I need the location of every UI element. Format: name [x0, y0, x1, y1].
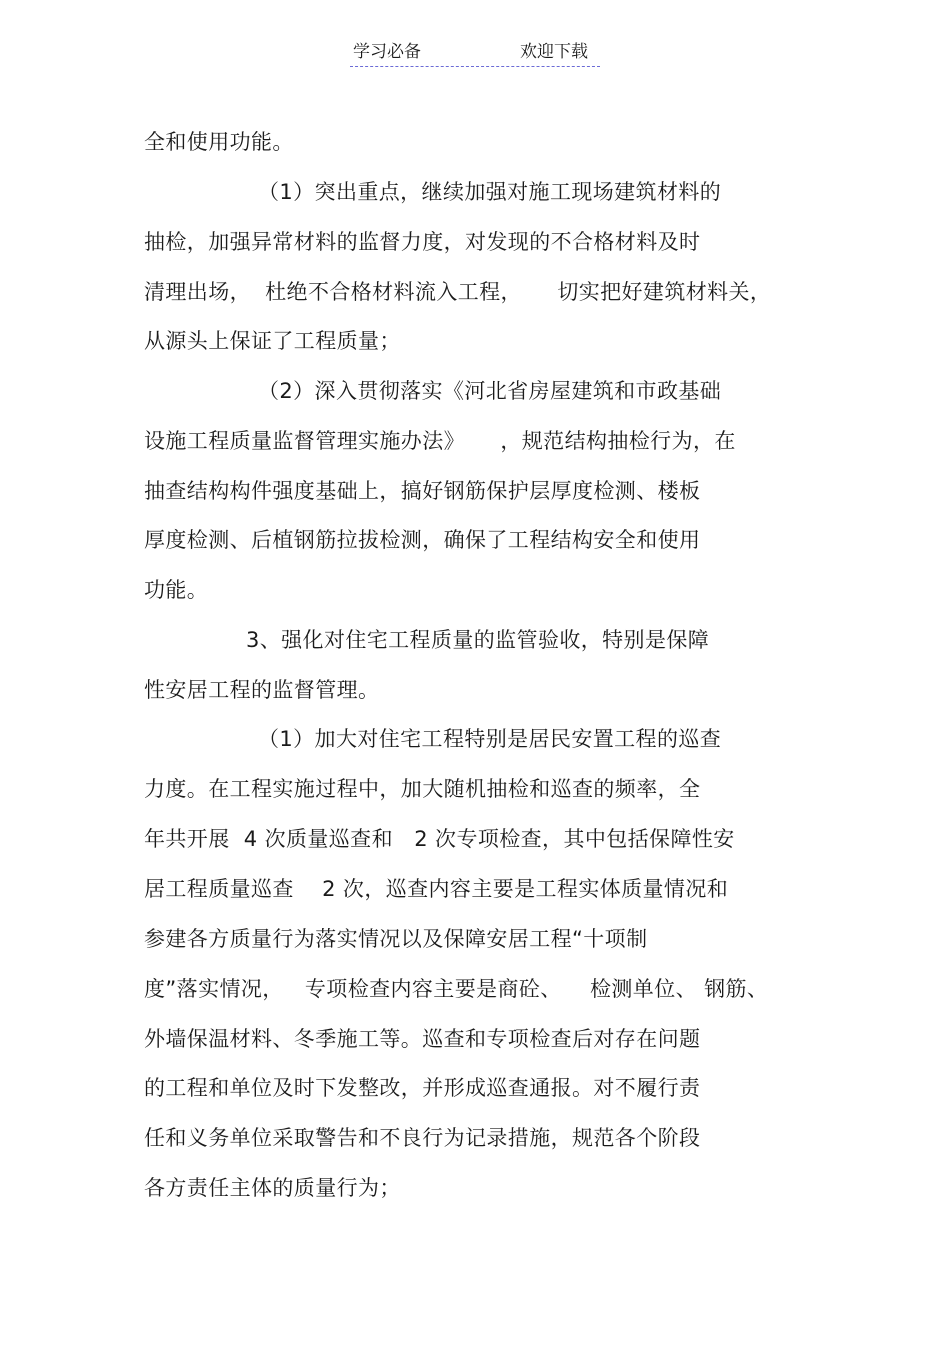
text-line: 年共开展 4 次质量巡查和 2 次专项检查，其中包括保障性安	[144, 827, 735, 851]
text-line: 全和使用功能。	[144, 130, 294, 154]
text-line: 参建各方质量行为落实情况以及保障安居工程“十项制	[144, 927, 648, 951]
text-line: 抽检，加强异常材料的监督力度，对发现的不合格材料及时	[144, 230, 701, 254]
text-line: 功能。	[144, 578, 209, 602]
text-line: 性安居工程的监督管理。	[144, 678, 380, 702]
header-left-text: 学习必备	[353, 42, 421, 62]
text-line: （1）加大对住宅工程特别是居民安置工程的巡查	[258, 727, 722, 751]
text-line: 外墙保温材料、冬季施工等。巡查和专项检查后对存在问题	[144, 1027, 701, 1051]
text-line: 厚度检测、后植钢筋拉拔检测，确保了工程结构安全和使用	[144, 528, 701, 552]
text-line: 清理出场， 杜绝不合格材料流入工程， 切实把好建筑材料关，	[144, 280, 772, 304]
text-line: 抽查结构构件强度基础上，搞好钢筋保护层厚度检测、楼板	[144, 479, 701, 503]
text-line: 设施工程质量监督管理实施办法》 ，规范结构抽检行为，在	[144, 429, 736, 453]
text-line: 任和义务单位采取警告和不良行为记录措施，规范各个阶段	[144, 1126, 701, 1150]
text-line: 3、强化对住宅工程质量的监管验收，特别是保障	[246, 628, 710, 652]
header-right-text: 欢迎下载	[520, 42, 588, 62]
text-line: 各方责任主体的质量行为；	[144, 1176, 401, 1200]
text-line: （1）突出重点，继续加强对施工现场建筑材料的	[258, 180, 722, 204]
text-line: 从源头上保证了工程质量；	[144, 329, 401, 353]
page-header	[350, 38, 600, 67]
text-line: 居工程质量巡查 2 次，巡查内容主要是工程实体质量情况和	[144, 877, 729, 901]
text-line: 力度。在工程实施过程中，加大随机抽检和巡查的频率，全	[144, 777, 701, 801]
text-line: （2）深入贯彻落实《河北省房屋建筑和市政基础	[258, 379, 722, 403]
text-line: 的工程和单位及时下发整改，并形成巡查通报。对不履行责	[144, 1076, 701, 1100]
text-line: 度”落实情况， 专项检查内容主要是商砼、 检测单位、 钢筋、	[144, 977, 769, 1001]
